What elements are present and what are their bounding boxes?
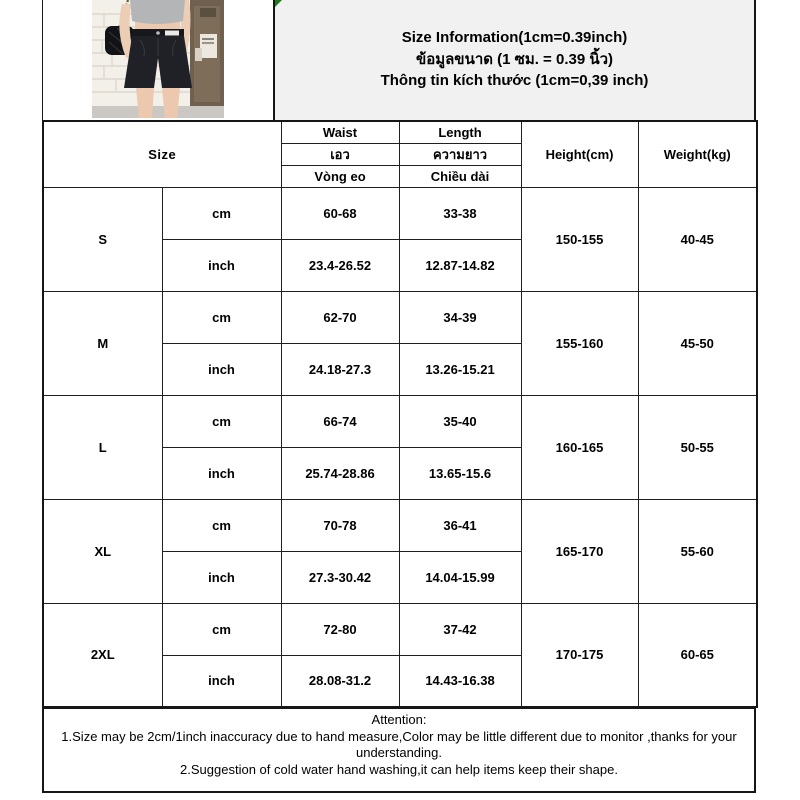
length-header-en: Length [399,121,521,143]
unit-cm-xl: cm [162,499,281,551]
waist-cm-s: 60-68 [281,187,399,239]
length-cm-l: 35-40 [399,395,521,447]
waist-cm-xl: 70-78 [281,499,399,551]
weight-l: 50-55 [638,395,757,499]
unit-cm-s: cm [162,187,281,239]
waist-cm-m: 62-70 [281,291,399,343]
unit-inch-2xl: inch [162,655,281,707]
length-cm-xl: 36-41 [399,499,521,551]
unit-inch-l: inch [162,447,281,499]
weight-xl: 55-60 [638,499,757,603]
attention-note-1: 1.Size may be 2cm/1inch inaccuracy due to hand measure,Color may be little different due to monitor ,thanks for your understanding. [61,728,737,761]
size-label-2xl: 2XL [43,603,162,707]
length-header-vi: Chiều dài [399,165,521,187]
waist-inch-2xl: 28.08-31.2 [281,655,399,707]
length-inch-2xl: 14.43-16.38 [399,655,521,707]
unit-inch-s: inch [162,239,281,291]
waist-cm-2xl: 72-80 [281,603,399,655]
unit-inch-xl: inch [162,551,281,603]
length-inch-xl: 14.04-15.99 [399,551,521,603]
size-column-header: Size [43,121,281,187]
waist-inch-l: 25.74-28.86 [281,447,399,499]
waist-header-en: Waist [281,121,399,143]
waist-inch-xl: 27.3-30.42 [281,551,399,603]
size-label-l: L [43,395,162,499]
waist-cm-l: 66-74 [281,395,399,447]
top-band [42,0,756,120]
size-table [42,120,758,708]
attention-box [42,707,756,793]
height-xl: 165-170 [521,499,638,603]
length-cm-s: 33-38 [399,187,521,239]
unit-cm-m: cm [162,291,281,343]
weight-s: 40-45 [638,187,757,291]
product-photo-cell [42,0,273,120]
length-inch-s: 12.87-14.82 [399,239,521,291]
unit-inch-m: inch [162,343,281,395]
cell-corner-marker-icon [275,0,282,7]
weight-2xl: 60-65 [638,603,757,707]
weight-m: 45-50 [638,291,757,395]
size-info-header [273,0,756,120]
height-s: 150-155 [521,187,638,291]
size-label-xl: XL [43,499,162,603]
waist-inch-s: 23.4-26.52 [281,239,399,291]
waist-header-vi: Vòng eo [281,165,399,187]
height-l: 160-165 [521,395,638,499]
length-header-th: ความยาว [399,143,521,165]
product-photo [92,0,224,118]
height-2xl: 170-175 [521,603,638,707]
length-cm-m: 34-39 [399,291,521,343]
unit-cm-2xl: cm [162,603,281,655]
size-info-title-th: ข้อมูลขนาด (1 ซม. = 0.39 นิ้ว) [415,50,614,68]
waist-header-th: เอว [281,143,399,165]
height-m: 155-160 [521,291,638,395]
weight-header: Weight(kg) [638,121,757,187]
length-cm-2xl: 37-42 [399,603,521,655]
attention-note-2: 2.Suggestion of cold water hand washing,it can help items keep their shape. [180,761,618,777]
size-info-title-en: Size Information(1cm=0.39inch) [401,28,628,46]
size-label-m: M [43,291,162,395]
size-label-s: S [43,187,162,291]
length-inch-l: 13.65-15.6 [399,447,521,499]
height-header: Height(cm) [521,121,638,187]
size-info-title-vi: Thông tin kích thước (1cm=0,39 inch) [380,72,649,90]
attention-title: Attention: [371,712,427,727]
length-inch-m: 13.26-15.21 [399,343,521,395]
unit-cm-l: cm [162,395,281,447]
waist-inch-m: 24.18-27.3 [281,343,399,395]
